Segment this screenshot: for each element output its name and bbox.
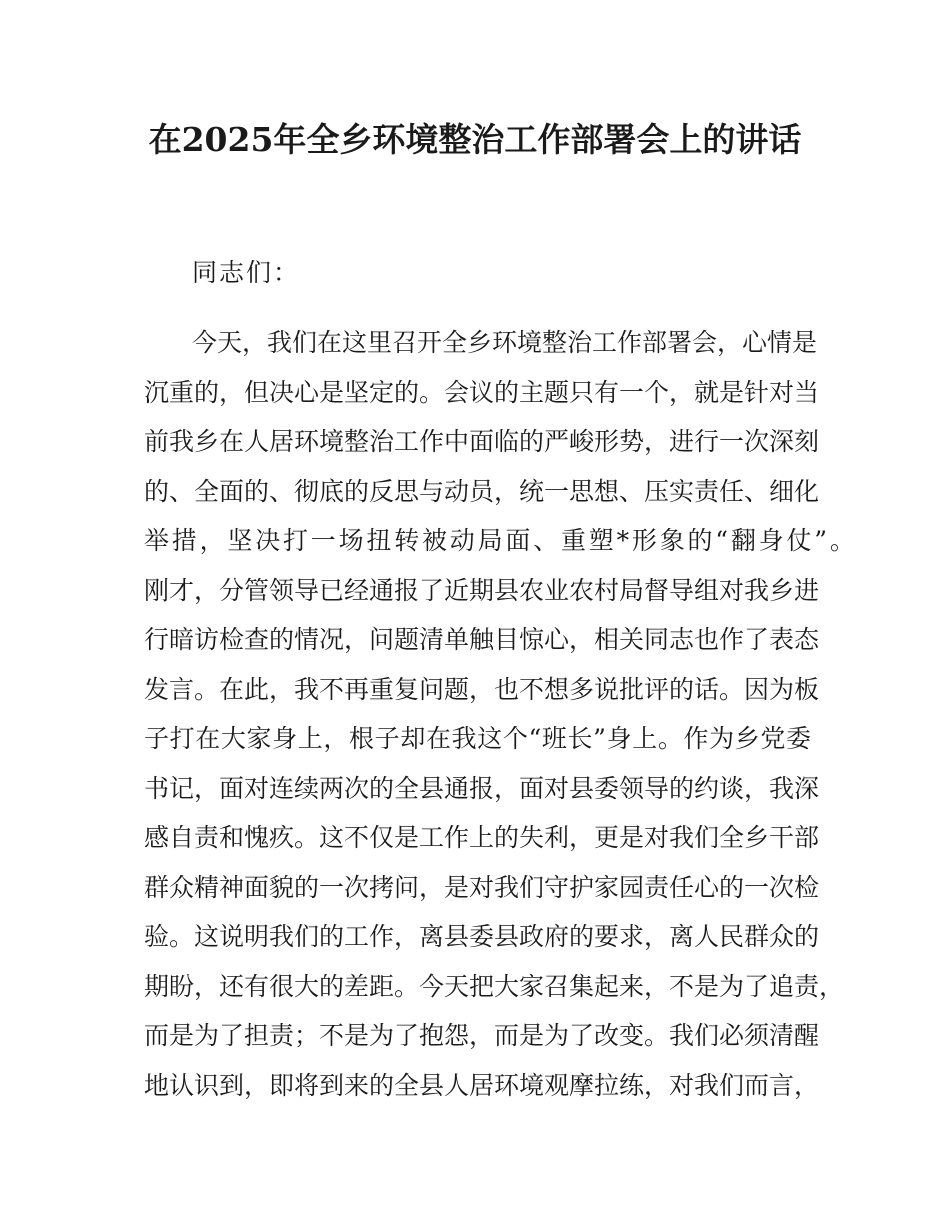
- paragraph-line: 而是为了担责；不是为了抱怨，而是为了改变。我们必须清醒: [144, 1021, 820, 1050]
- paragraph-line: 今天，我们在这里召开全乡环境整治工作部署会，心情是: [192, 328, 818, 357]
- paragraph-line: 举措，坚决打一场扭转被动局面、重塑*形象的“翻身仗”。: [144, 526, 858, 555]
- paragraph-line: 行暗访检查的情况，问题清单触目惊心，相关同志也作了表态: [144, 625, 820, 654]
- paragraph-line: 验。这说明我们的工作，离县委县政府的要求，离人民群众的: [144, 922, 820, 951]
- paragraph-line: 发言。在此，我不再重复问题，也不想多说批评的话。因为板: [144, 674, 820, 704]
- paragraph-line: 沉重的，但决心是坚定的。会议的主题只有一个，就是针对当: [144, 377, 820, 407]
- document-title: 在2025年全乡环境整治工作部署会上的讲话: [148, 120, 802, 159]
- paragraph-line: 的、全面的、彻底的反思与动员，统一思想、压实责任、细化: [144, 476, 820, 506]
- paragraph-line: 刚才，分管领导已经通报了近期县农业农村局督导组对我乡进: [144, 575, 820, 605]
- paragraph-line: 地认识到，即将到来的全县人居环境观摩拉练，对我们而言，: [144, 1070, 820, 1100]
- body-paragraph: [144, 318, 858, 1110]
- paragraph-line: 期盼，还有很大的差距。今天把大家召集起来，不是为了追责，: [144, 971, 845, 1001]
- paragraph-line: 书记，面对连续两次的全县通报，面对县委领导的约谈，我深: [144, 773, 820, 803]
- paragraph-line: 群众精神面貌的一次拷问，是对我们守护家园责任心的一次检: [144, 872, 820, 902]
- paragraph-line: 感自责和愧疚。这不仅是工作上的失利，更是对我们全乡干部: [144, 823, 820, 852]
- salutation: 同志们：: [192, 258, 301, 287]
- paragraph-line: 前我乡在人居环境整治工作中面临的严峻形势，进行一次深刻: [144, 427, 820, 456]
- paragraph-line: 子打在大家身上，根子却在我这个“班长”身上。作为乡党委: [144, 724, 811, 753]
